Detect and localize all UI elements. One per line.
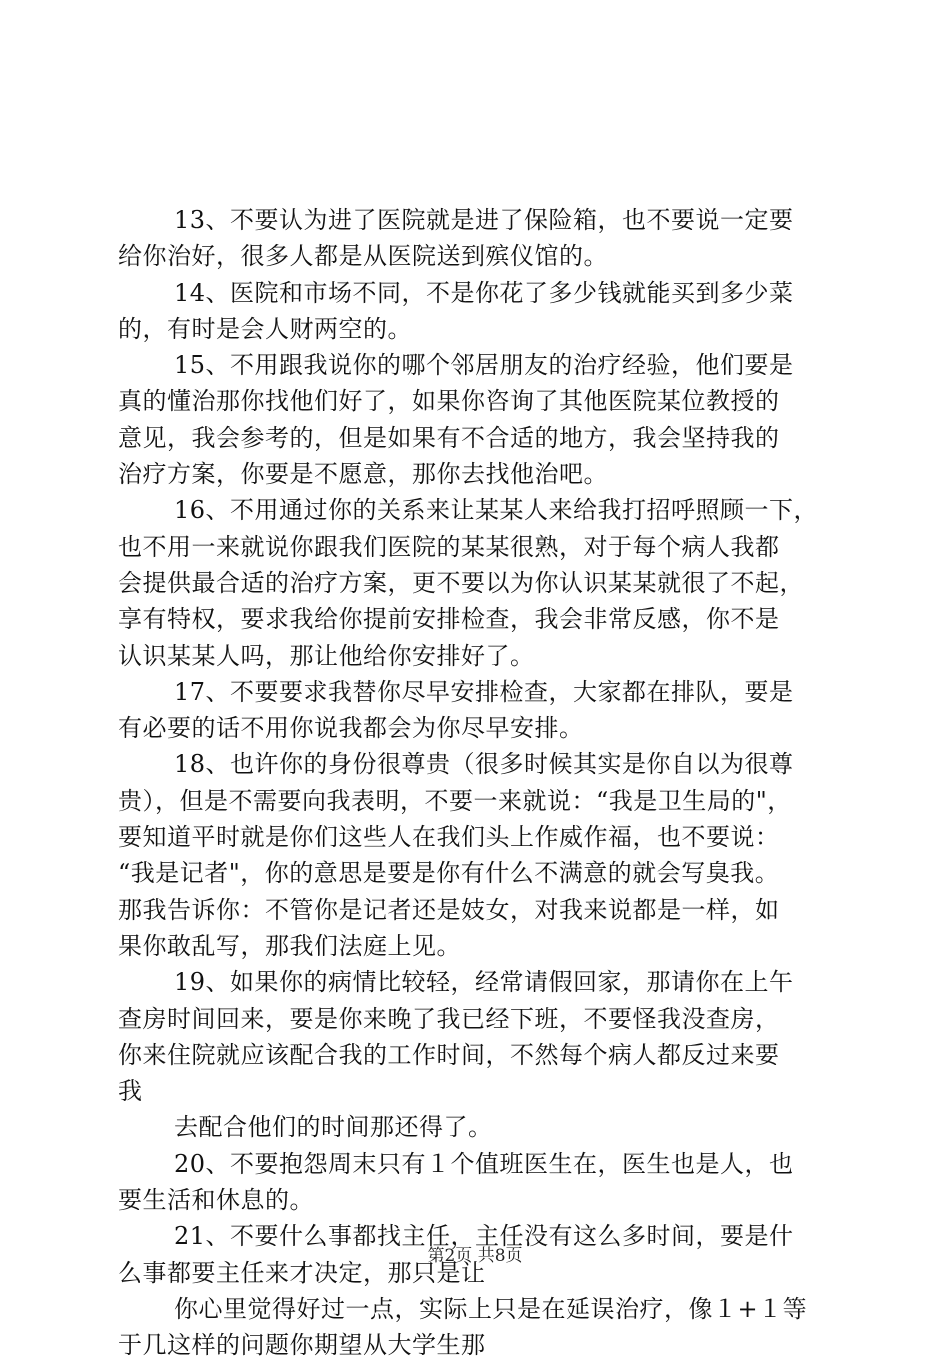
text-line: 么事都要主任来才决定，那只是让 [118,1258,486,1287]
text-line: 16、不用通过你的关系来让某某人来给我打招呼照顾一下， [174,496,819,525]
text-line: 20、不要抱怨周末只有１个值班医生在，医生也是人，也 [174,1149,794,1178]
text-line: 我 [118,1077,143,1106]
text-line: 14、医院和市场不同，不是你花了多少钱就能买到多少菜 [174,278,794,307]
text-line: 19、如果你的病情比较轻，经常请假回家，那请你在上午 [174,968,794,997]
text-line: 要生活和休息的。 [118,1186,314,1215]
document-body [118,202,838,1364]
text-line: 也不用一来就说你跟我们医院的某某很熟，对于每个病人我都 [118,532,780,561]
page-footer: 第2页 共8页 [427,1246,523,1266]
text-line: 13、不要认为进了医院就是进了保险箱，也不要说一定要 [174,206,794,234]
text-line: 享有特权，要求我给你提前安排检查，我会非常反感，你不是 [118,605,780,634]
text-line: 贵），但是不需要向我表明，不要一来就说：“我是卫生局的"， [118,786,792,815]
text-line: 给你治好，很多人都是从医院送到殡仪馆的。 [118,242,608,271]
text-line: 17、不要要求我替你尽早安排检查，大家都在排队，要是 [174,677,794,706]
text-line: 意见，我会参考的，但是如果有不合适的地方，我会坚持我的 [118,423,780,452]
text-line: 查房时间回来，要是你来晚了我已经下班，不要怪我没查房， [118,1004,780,1033]
text-line: 21、不要什么事都找主任，主任没有这么多时间，要是什 [174,1222,794,1251]
text-line: 于几这样的问题你期望从大学生那 [118,1331,486,1360]
text-line: 15、不用跟我说你的哪个邻居朋友的治疗经验，他们要是 [174,351,794,380]
text-line: 有必要的话不用你说我都会为你尽早安排。 [118,714,584,743]
text-line: 果你敢乱写，那我们法庭上见。 [118,931,461,960]
text-line: 那我告诉你：不管你是记者还是妓女，对我来说都是一样，如 [118,895,780,924]
text-line: 治疗方案，你要是不愿意，那你去找他治吧。 [118,460,608,489]
text-line: 你来住院就应该配合我的工作时间，不然每个病人都反过来要 [118,1040,780,1069]
text-line: “我是记者"，你的意思是要是你有什么不满意的就会写臭我。 [118,859,780,888]
text-line: 真的懂治那你找他们好了，如果你咨询了其他医院某位教授的 [118,387,780,416]
text-line: 去配合他们的时间那还得了。 [174,1113,493,1142]
text-line: 要知道平时就是你们这些人在我们头上作威作福，也不要说： [118,823,780,852]
text-line: 认识某某人吗，那让他给你安排好了。 [118,641,535,670]
text-line: 你心里觉得好过一点，实际上只是在延误治疗，像１+１等 [174,1294,808,1323]
text-line: 18、也许你的身份很尊贵（很多时候其实是你自以为很尊 [174,750,794,779]
text-line: 的，有时是会人财两空的。 [118,314,412,343]
text-line: 会提供最合适的治疗方案，更不要以为你认识某某就很了不起， [118,568,804,597]
